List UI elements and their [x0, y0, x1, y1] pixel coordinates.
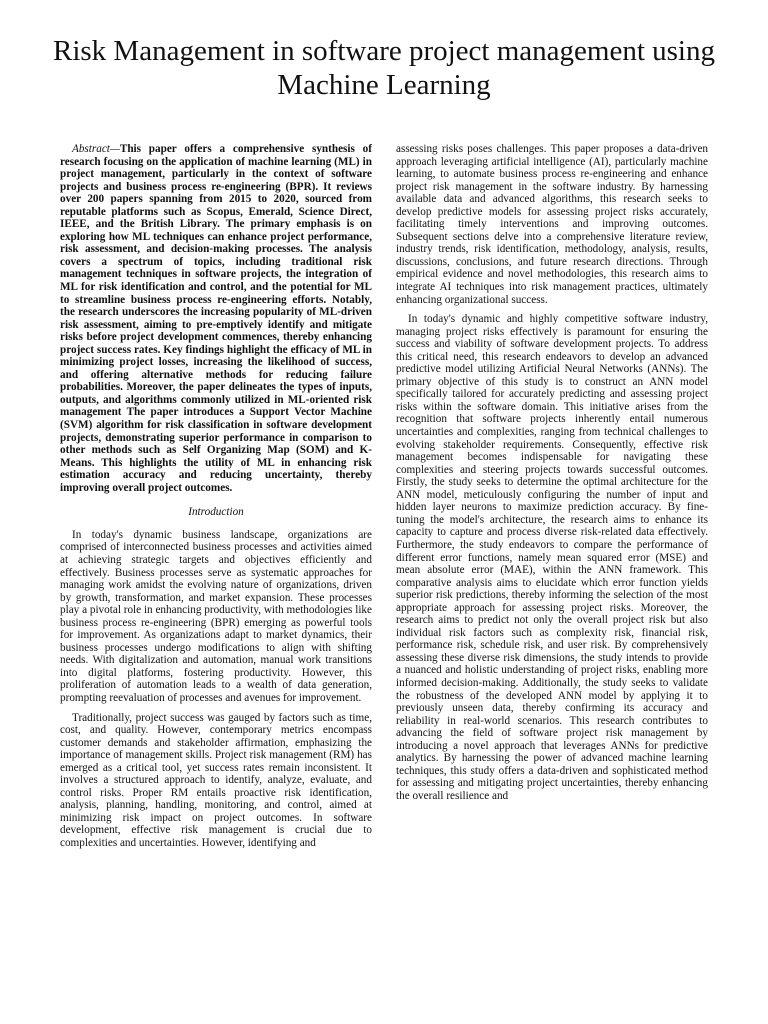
body-paragraph: assessing risks poses challenges. This paper proposes a data-driven approach leveraging artificial intelligence (AI), particularly machine learning, to automate business process re-engineering and enhance project risk management in the software industry. By harnessing available data and advanced algorithms, this research seeks to develop predictive models for assessing project risks accurately, facilitating timely interventions and improving outcomes. Subsequent sections delve into a comprehensive literature review, industry trends, risk identification, methodology, analysis, results, discussions, conclusions, and future research directions. Through empirical evidence and novel methodologies, this research aims to integrate AI techniques into risk management practices, ultimately enhancing organizational success.: [396, 143, 708, 306]
body-paragraph: In today's dynamic and highly competitive software industry, managing project risks effectively is paramount for ensuring the success and viability of software development projects. To address this critical need, this research endeavors to develop an advanced predictive model utilizing Artificial Neural Networks (ANNs). The primary objective of this study is to construct an ANN model specifically tailored for accurately predicting and assessing project risks within the software domain. This initiative arises from the recognition that software projects inherently entail numerous uncertainties and complexities, ranging from technical challenges to evolving stakeholder requirements. Consequently, effective risk management becomes indispensable for navigating these complexities and steering projects towards successful outcomes. Firstly, the study seeks to determine the optimal architecture for the ANN model, meticulously configuring the number of input and hidden layer neurons to maximize prediction accuracy. By fine-tuning the model's architecture, the research aims to enhance its capacity to capture and process diverse risk-related data effectively. Furthermore, the study endeavors to compare the performance of different error functions, namely mean squared error (MSE) and mean absolute error (MAE), within the ANN framework. This comparative analysis aims to elucidate which error function yields superior risk predictions, thereby informing the selection of the most appropriate approach for assessing project risks. Moreover, the research aims to predict not only the overall project risk but also individual risk factors such as complexity risk, financial risk, performance risk, schedule risk, and user risk. By comprehensively assessing these diverse risk dimensions, the study intends to provide a nuanced and holistic understanding of project risks, enabling more informed decision-making. Additionally, the study seeks to validate the robustness of the developed ANN model by applying it to previously unseen data, thereby confirming its accuracy and reliability in real-world scenarios. This research contributes to advancing the field of software project risk management by introducing a novel approach that leverages ANNs for predictive analytics. By harnessing the power of advanced machine learning techniques, this study offers a data-driven and sophisticated method for assessing and mitigating project uncertainties, thereby enhancing the overall resilience and: [396, 313, 708, 802]
body-paragraph: Traditionally, project success was gauged by factors such as time, cost, and quality. However, contemporary metrics encompass customer demands and stakeholder affirmation, emphasizing the importance of management skills. Project risk management (RM) has emerged as a critical tool, yet success rates remain inconsistent. It involves a structured approach to identify, analyze, evaluate, and control risks. Proper RM entails proactive risk identification, analysis, planning, handling, monitoring, and control, aimed at minimizing risk impact on project outcomes. In software development, effective risk management is crucial due to complexities and uncertainties. However, identifying and: [60, 711, 372, 849]
left-column: [60, 143, 372, 850]
right-column: [396, 143, 708, 802]
introduction-heading: Introduction: [188, 506, 244, 519]
body-paragraph: In today's dynamic business landscape, organizations are comprised of interconnected business processes and activities aimed at achieving strategic targets and objectives efficiently and effectively. Business processes serve as systematic approaches for managing work amidst the evolving nature of organizations, driven by growth, transformation, and market expansion. These processes play a pivotal role in enhancing productivity, with methodologies like business process re-engineering (BPR) emerging as powerful tools for improvement. As organizations adapt to market dynamics, their business processes undergo modifications to align with shifting needs. With digitalization and automation, manual work transitions into digital platforms, fostering productivity. However, this proliferation of automation leads to a wealth of data generation, prompting reevaluation of processes and avenues for improvement.: [60, 528, 372, 704]
paper-title: Risk Management in software project management using Machine Learning: [53, 35, 715, 101]
abstract-text: This paper offers a comprehensive synthesis of research focusing on the application of machine learning (ML) in project management, particularly in the context of software projects and business process re-engineering (BPR). It reviews over 200 papers spanning from 2015 to 2020, sourced from reputable platforms such as Scopus, Emerald, Science Direct, IEEE, and the British Library. The primary emphasis is on exploring how ML techniques can enhance project performance, risk assessment, and decision-making processes. The analysis covers a spectrum of topics, including traditional risk management techniques in software projects, the integration of ML for risk identification and control, and the potential for ML to streamline business process re-engineering efforts. Notably, the research underscores the increasing popularity of ML-driven risk assessment, aiming to pre-emptively identify and mitigate risks before project development commences, thereby enhancing project success rates. Key findings highlight the efficacy of ML in minimizing project losses, increasing the likelihood of success, and offering alternative methods for reducing failure probabilities. Moreover, the paper delineates the types of inputs, outputs, and algorithms commonly utilized in ML-oriented risk management The paper introduces a Support Vector Machine (SVM) algorithm for risk classification in software development projects, demonstrating superior performance in comparison to other methods such as Self Organizing Map (SOM) and K-Means. This highlights the utility of ML in enhancing risk estimation accuracy and reducing uncertainty, thereby improving overall project outcomes.: [60, 143, 372, 494]
abstract: [60, 143, 372, 494]
abstract-label: Abstract—: [72, 143, 120, 155]
